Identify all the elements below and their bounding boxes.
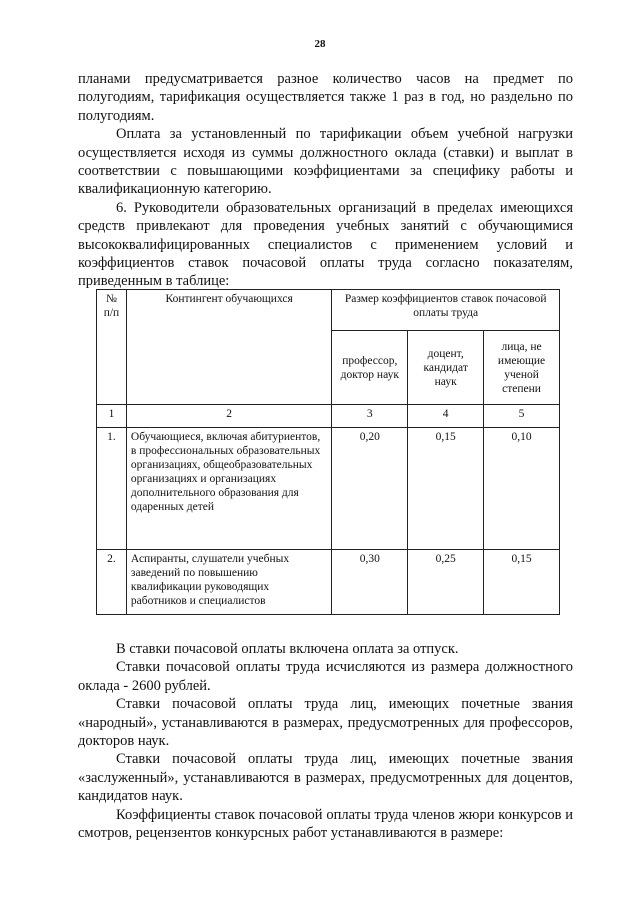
paragraph-jury: Коэффициенты ставок почасовой оплаты труда членов жюри конкурсов и смотров, рецензентов конкурсных работ устанавливаются в размере:: [78, 806, 573, 842]
row-value-professor: 0,20: [332, 428, 408, 550]
row-value-no-degree: 0,10: [484, 428, 560, 550]
subheader-docent: доцент, кандидат наук: [408, 331, 484, 405]
paragraph-item-6: 6. Руководители образовательных организаций в пределах имеющихся средств привлекают для проведения учебных занятий с обучающимися высококвалифицированных специалистов с применением условий и коэффициентов ставок почасовой оплаты труда согласно показателям, приведенным в таблице:: [78, 199, 573, 290]
page-number: 28: [314, 38, 326, 50]
top-text-block: [78, 70, 573, 291]
row-value-docent: 0,25: [408, 550, 484, 615]
column-number-row: [97, 405, 560, 428]
table-row: [97, 428, 560, 550]
column-number: 5: [484, 405, 560, 428]
header-contingent: Контингент обучающихся: [126, 290, 331, 405]
paragraph-payment: Оплата за установленный по тарификации объем учебной нагрузки осуществляется исходя из суммы должностного оклада (ставки) и выплат в соответствии с повышающими коэффициентами за специфику работы и квалификационную категорию.: [78, 126, 573, 198]
bottom-text-block: [78, 640, 573, 842]
column-number: 2: [126, 405, 331, 428]
column-number: 4: [408, 405, 484, 428]
paragraph-zasluzhenny: Ставки почасовой оплаты труда лиц, имеющих почетные звания «заслуженный», устанавливаются в размерах, предусмотренных для доцентов, кандидатов наук.: [78, 751, 573, 805]
row-number: 1.: [97, 428, 127, 550]
row-value-professor: 0,30: [332, 550, 408, 615]
column-number: 1: [97, 405, 127, 428]
header-size: Размер коэффициентов ставок почасовой оплаты труда: [332, 290, 560, 331]
row-value-no-degree: 0,15: [484, 550, 560, 615]
paragraph-continuation: планами предусматривается разное количество часов на предмет по полугодиям, тарификация осуществляется также 1 раз в год, но раздельно по полугодиям.: [78, 71, 573, 124]
row-value-docent: 0,15: [408, 428, 484, 550]
header-num: № п/п: [97, 290, 127, 405]
coefficients-table: [96, 289, 560, 615]
paragraph-narodny: Ставки почасовой оплаты труда лиц, имеющих почетные звания «народный», устанавливаются в размерах, предусмотренных для профессоров, докторов наук.: [78, 696, 573, 750]
paragraph-vacation: В ставки почасовой оплаты включена оплата за отпуск.: [116, 641, 459, 657]
table-row: [97, 550, 560, 615]
subheader-no-degree: лица, не имеющие ученой степени: [484, 331, 560, 405]
paragraph-base-salary: Ставки почасовой оплаты труда исчисляются из размера должностного оклада - 2600 рублей.: [78, 659, 573, 694]
column-number: 3: [332, 405, 408, 428]
table-header-row: [97, 290, 560, 331]
row-contingent: Обучающиеся, включая абитуриентов, в профессиональных образовательных организациях, общеобразовательных организациях и организациях дополнительного образования для одаренных детей: [126, 428, 331, 550]
row-number: 2.: [97, 550, 127, 615]
row-contingent: Аспиранты, слушатели учебных заведений по повышению квалификации руководящих работников и специалистов: [126, 550, 331, 615]
subheader-professor: профессор, доктор наук: [332, 331, 408, 405]
